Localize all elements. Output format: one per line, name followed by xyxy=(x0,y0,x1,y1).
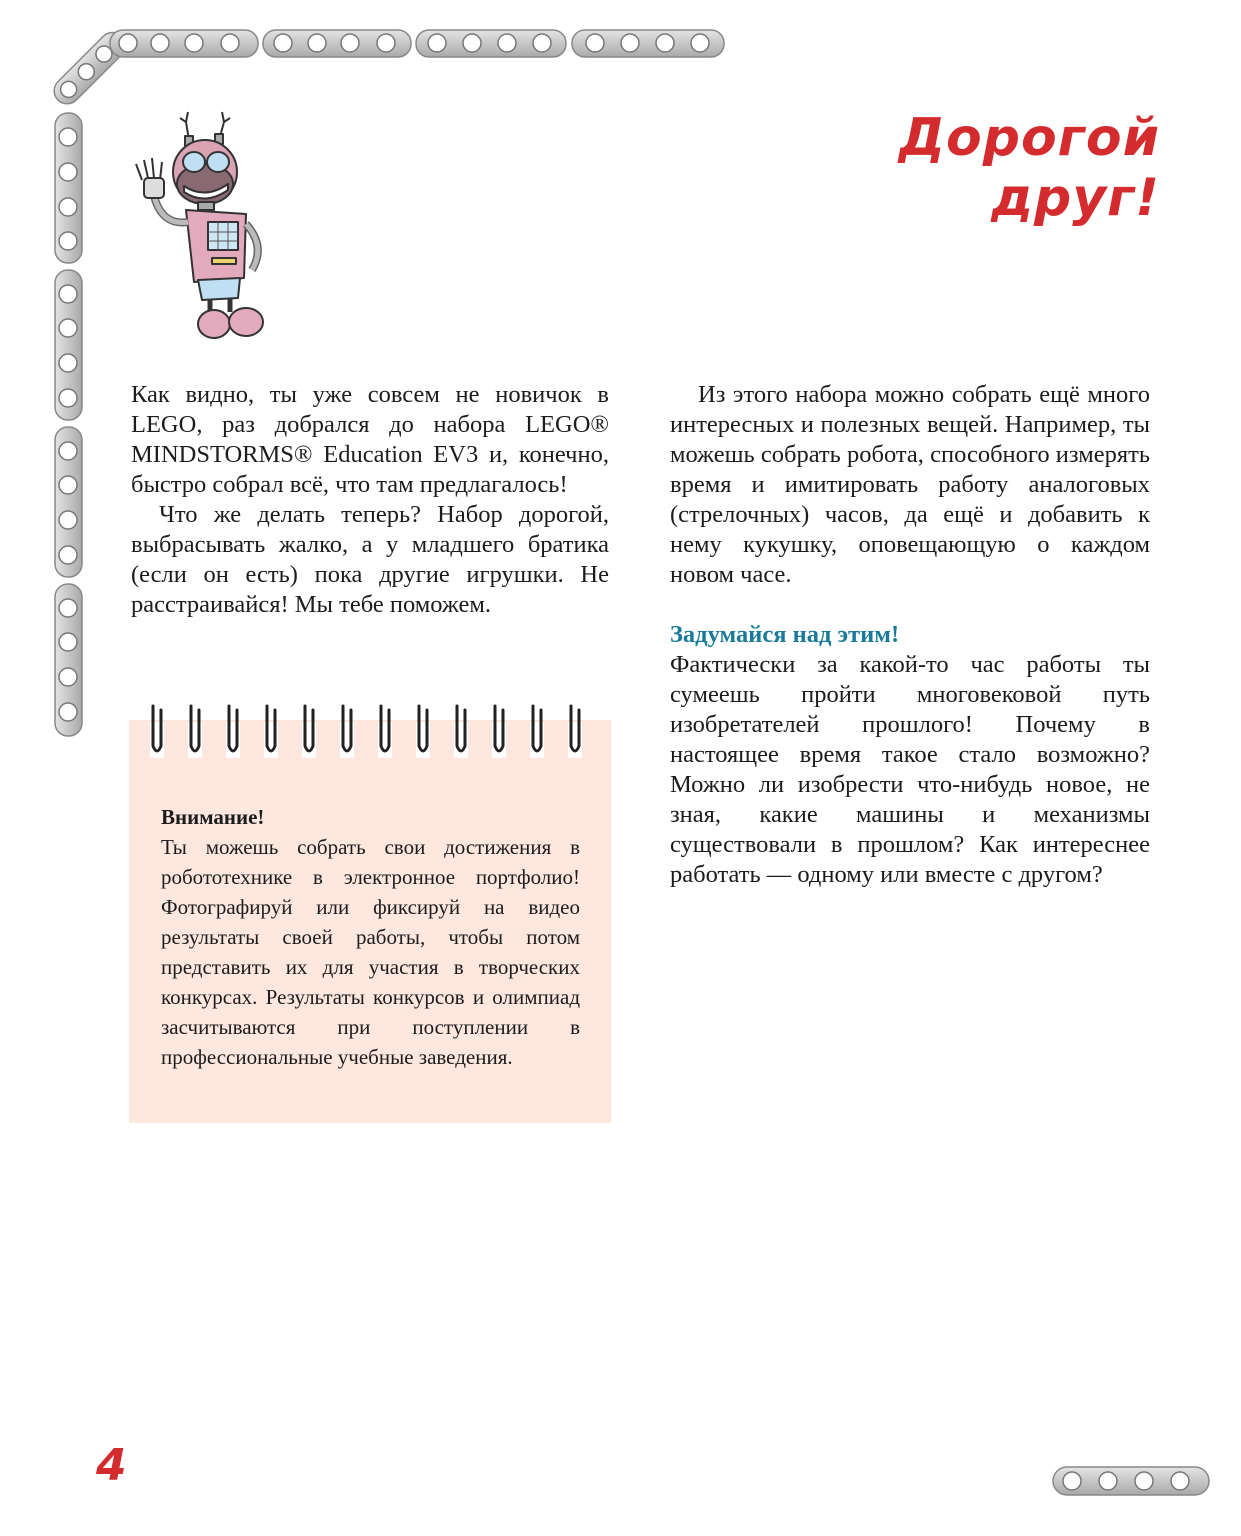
lego-beam-icon xyxy=(1050,1464,1215,1500)
note-title: Внимание! xyxy=(161,805,265,829)
note-body: Ты можешь собрать свои достижения в робототехнике в электронное портфолио! Фотографируй или фиксируй на видео результаты своей работы, чтобы потом представить их для участия в творческих конкурсах. Результаты конкурсов и олимпиад засчитываются при поступлении в профессиональные учебные заведения. xyxy=(161,835,580,1069)
think-heading: Задумайся над этим! xyxy=(670,621,900,648)
right-column xyxy=(670,380,1150,890)
think-paragraph: Фактически за какой-то час работы ты сумеешь пройти многовековой путь изобретателей прошлого! Почему в настоящее время такое стало возможно? Можно ли изобрести что-нибудь новое, не зная, какие машины и механизмы существовали в прошлом? Как интереснее работать — одному или вместе с другом? xyxy=(670,651,1150,888)
left-column xyxy=(131,380,609,620)
note-content xyxy=(161,802,580,1072)
intro-paragraph-2: Что же делать теперь? Набор дорогой, выбрасывать жалко, а у младшего братика (если он есть) пока другие игрушки. Не расстраивайся! Мы тебе поможем. xyxy=(131,501,609,618)
intro-paragraph: Как видно, ты уже совсем не новичок в LEGO, раз добрался до набора LEGO® MINDSTORMS® Education EV3 и, конечно, быстро собрал всё, что там предлагалось! xyxy=(131,381,609,498)
top-beams xyxy=(110,30,724,57)
robot-illustration xyxy=(128,106,278,346)
page-title: Дорогой друг! xyxy=(898,108,1160,228)
lego-beam-frame xyxy=(0,0,740,750)
spiral-binding-icon xyxy=(140,700,600,770)
left-beams xyxy=(55,113,82,736)
right-paragraph: Из этого набора можно собрать ещё много интересных и полезных вещей. Например, ты можешь собрать робота, способного измерять время и имитировать работу аналоговых (стрелочных) часов, да ещё и добавить к нему кукушку, оповещающую о каждом новом часе. xyxy=(670,381,1150,588)
page-number: 4 xyxy=(96,1440,127,1491)
